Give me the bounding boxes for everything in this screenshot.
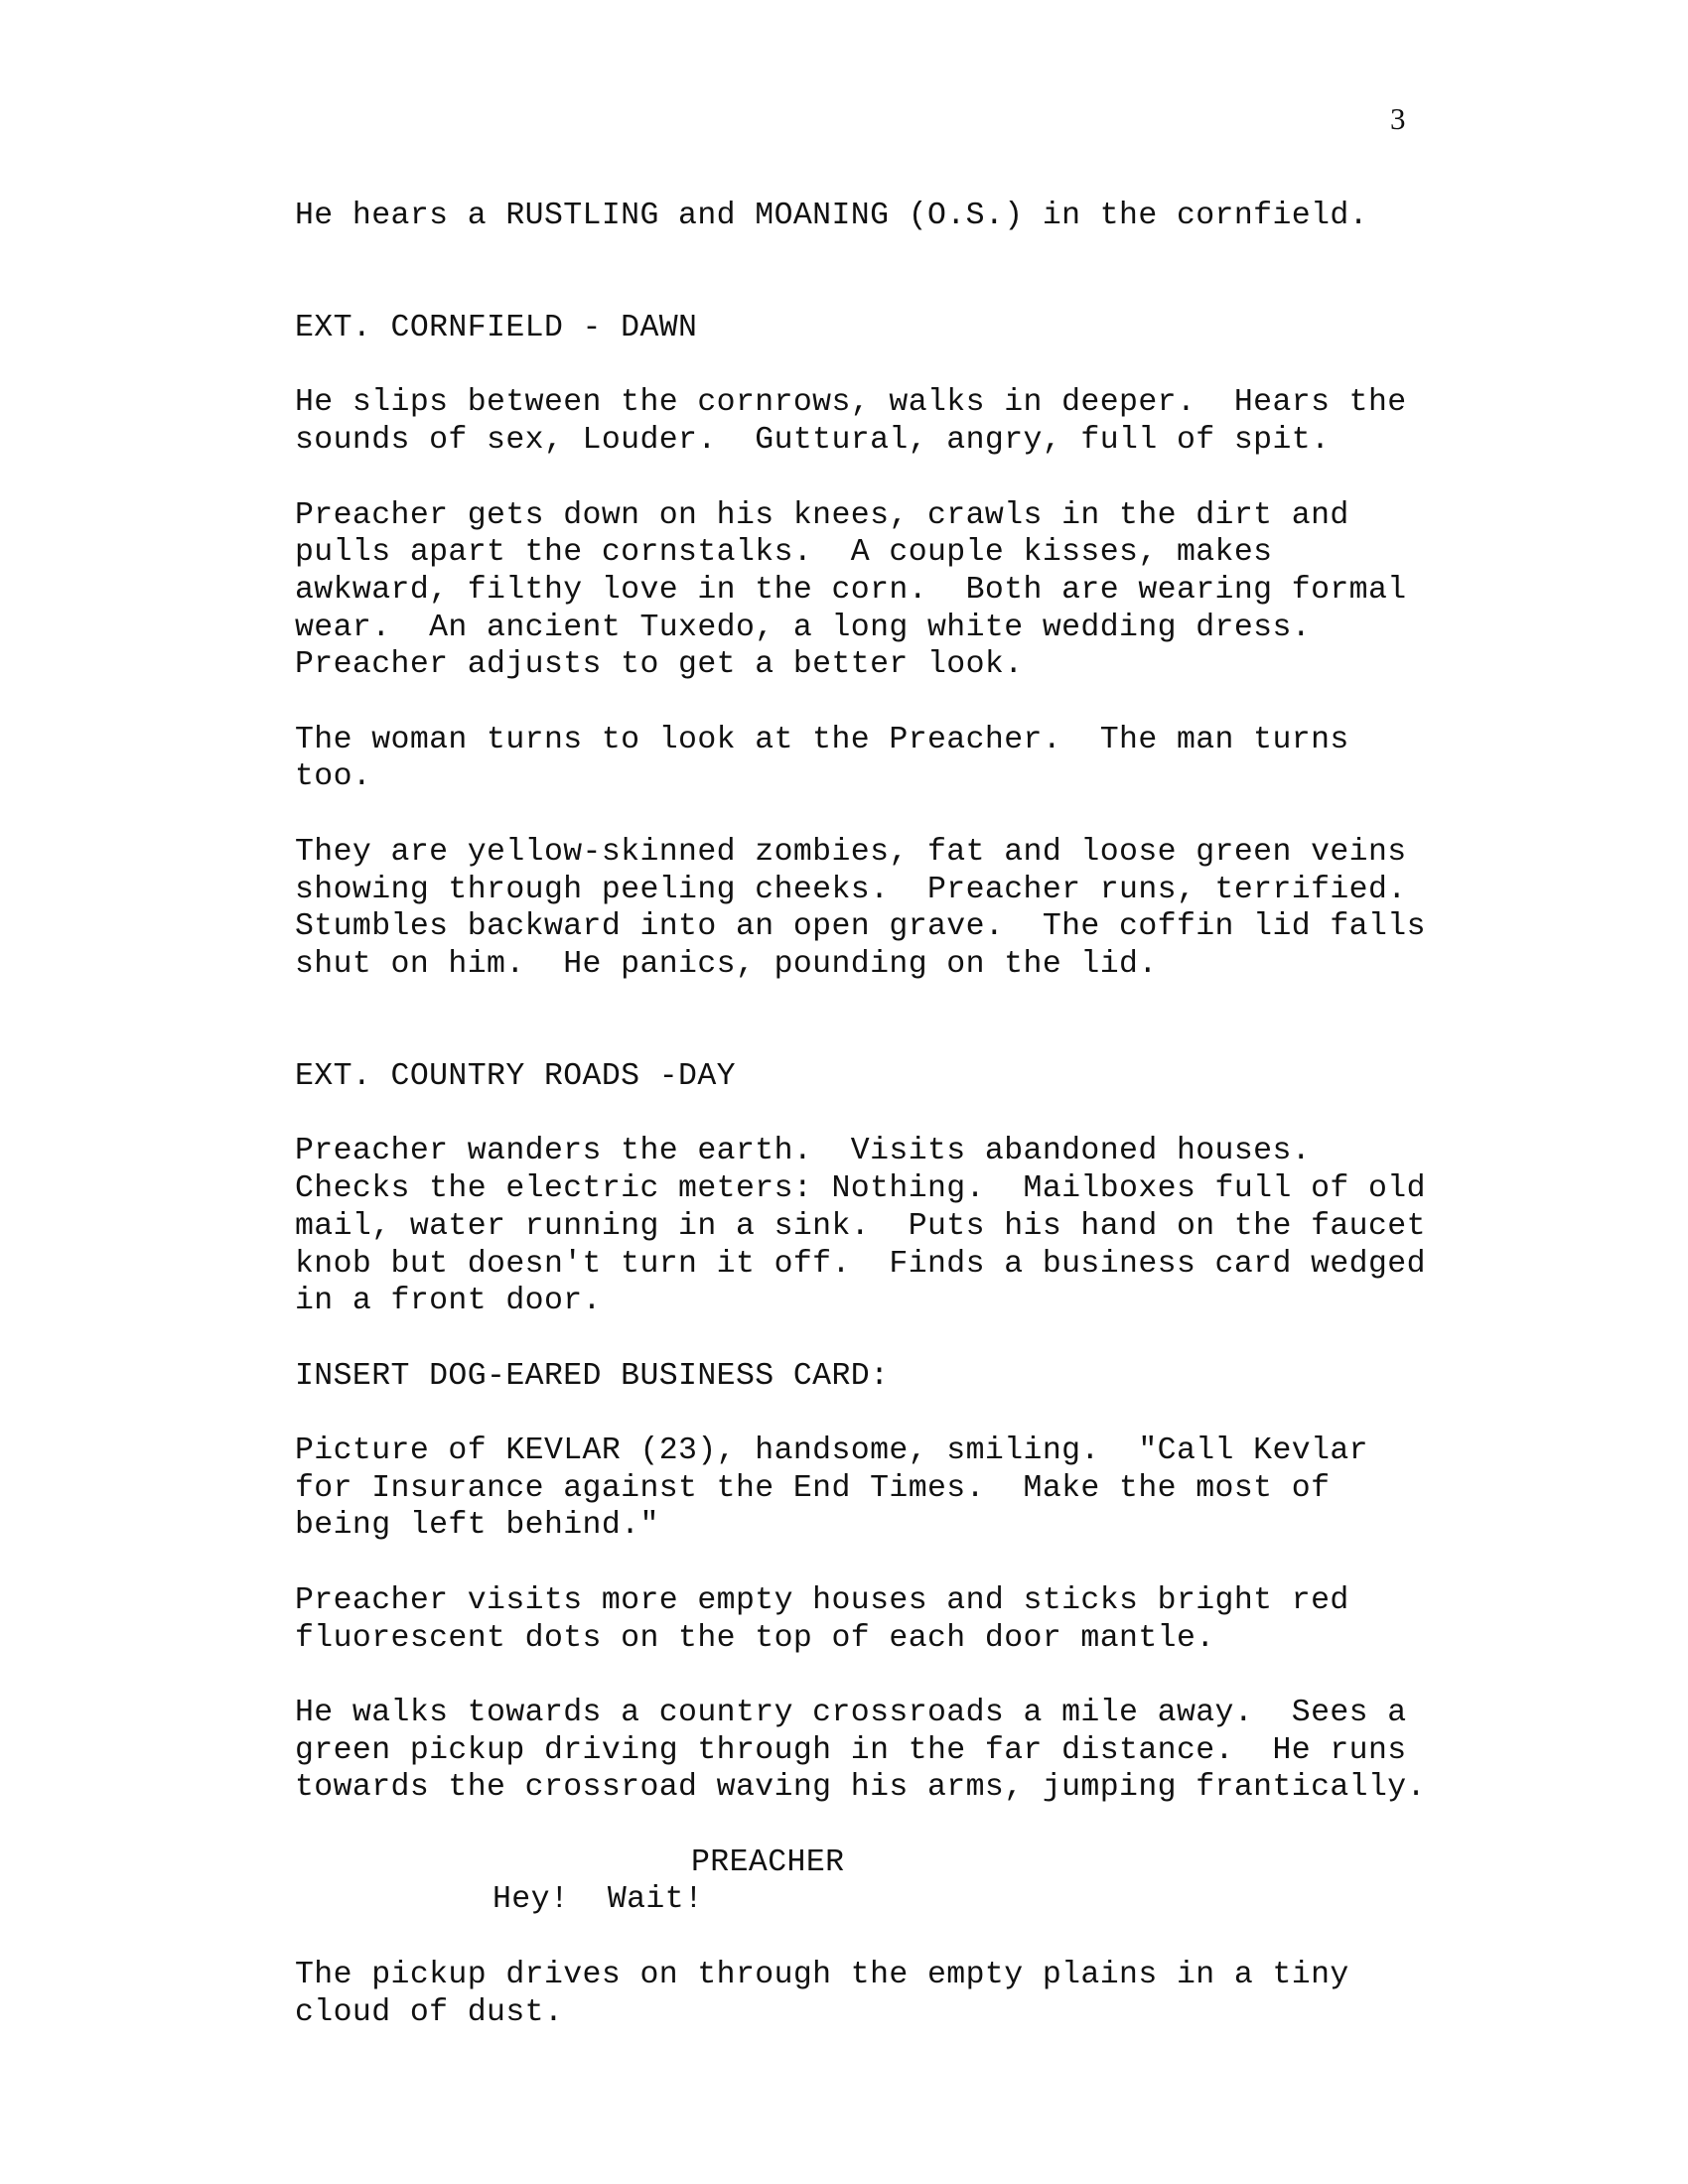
script-body — [295, 198, 1606, 2031]
action-line: They are yellow-skinned zombies, fat and loose green veins showing through peeling cheeks. Preacher runs, terrified. Stumbles backward into an open grave. The coffin lid falls shut on him. He panics, pounding on the lid. — [295, 834, 1426, 982]
action-line: Picture of KEVLAR (23), handsome, smiling. "Call Kevlar for Insurance against the End Times. Make the most of being left behind." — [295, 1433, 1368, 1544]
scene-heading: EXT. CORNFIELD - DAWN — [295, 311, 698, 346]
action-line: He walks towards a country crossroads a mile away. Sees a green pickup driving through in the far distance. He runs towards the crossroad waving his arms, jumping frantically. — [295, 1695, 1426, 1806]
character-name: PREACHER — [691, 1844, 845, 1880]
scene-heading: EXT. COUNTRY ROADS -DAY — [295, 1059, 736, 1095]
action-line: Preacher visits more empty houses and sticks bright red fluorescent dots on the top of each door mantle. — [295, 1582, 1349, 1656]
action-line: The pickup drives on through the empty plains in a tiny cloud of dust. — [295, 1957, 1349, 2030]
action-line: Preacher gets down on his knees, crawls in the dirt and pulls apart the cornstalks. A couple kisses, makes awkward, filthy love in the corn. Both are wearing formal wear. An ancient Tuxedo, a long white wedding dress. Preacher adjusts to get a better look. — [295, 497, 1407, 683]
action-line: Preacher wanders the earth. Visits abandoned houses. Checks the electric meters: Nothing. Mailboxes full of old mail, water running in a sink. Puts his hand on the faucet knob but doesn't turn it off. Finds a business card wedged in a front door. — [295, 1134, 1426, 1319]
action-line: He slips between the cornrows, walks in deeper. Hears the sounds of sex, Louder. Guttural, angry, full of spit. — [295, 385, 1407, 459]
action-line: The woman turns to look at the Preacher. The man turns too. — [295, 722, 1349, 795]
action-line: He hears a RUSTLING and MOANING (O.S.) in the cornfield. — [295, 199, 1368, 233]
dialogue-line: Hey! Wait! — [492, 1882, 704, 1918]
insert-heading: INSERT DOG-EARED BUSINESS CARD: — [295, 1358, 890, 1394]
page-number: 3 — [1390, 101, 1406, 136]
